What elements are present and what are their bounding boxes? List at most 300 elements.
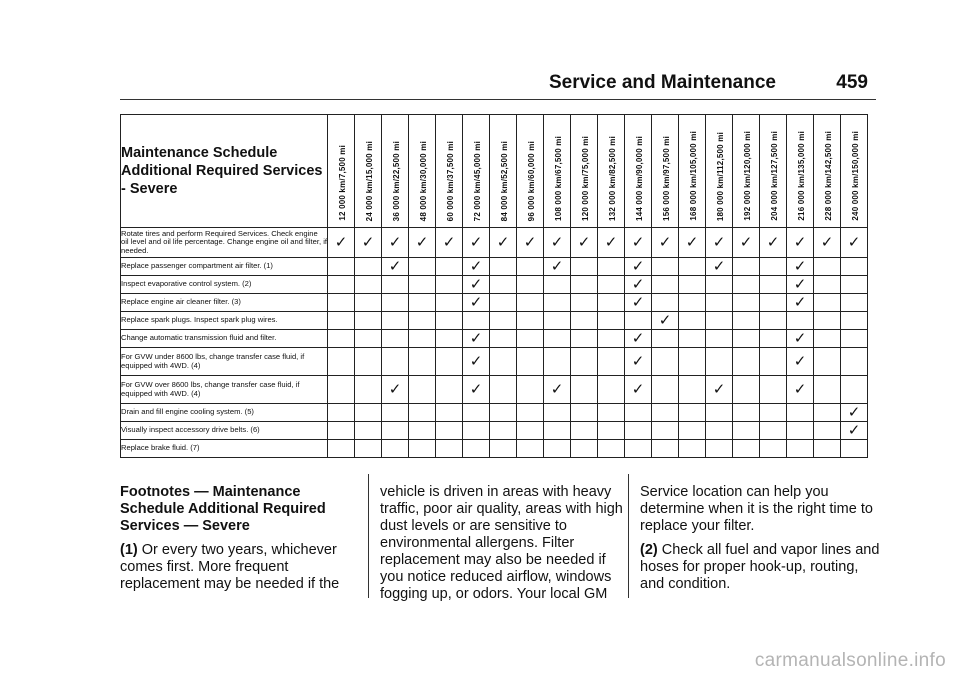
interval-label: 168 000 km/105,000 mi: [688, 131, 698, 221]
empty-cell: [679, 348, 706, 376]
check-mark-icon: ✓: [625, 376, 652, 404]
empty-cell: [517, 312, 544, 330]
interval-label: 60 000 km/37,500 mi: [445, 140, 455, 221]
empty-cell: [517, 258, 544, 276]
table-row: [121, 294, 868, 312]
check-mark-icon: ✓: [436, 228, 463, 258]
empty-cell: [814, 404, 841, 422]
check-mark-icon: ✓: [544, 376, 571, 404]
empty-cell: [382, 294, 409, 312]
empty-cell: [814, 312, 841, 330]
empty-cell: [841, 440, 868, 458]
service-label: Drain and fill engine cooling system. (5): [121, 404, 328, 422]
empty-cell: [382, 312, 409, 330]
service-label: Replace engine air cleaner filter. (3): [121, 294, 328, 312]
check-mark-icon: ✓: [544, 228, 571, 258]
empty-cell: [841, 294, 868, 312]
empty-cell: [355, 330, 382, 348]
interval-label: 12 000 km/7,500 mi: [337, 145, 347, 221]
empty-cell: [652, 376, 679, 404]
empty-cell: [355, 276, 382, 294]
check-mark-icon: ✓: [598, 228, 625, 258]
empty-cell: [760, 294, 787, 312]
empty-cell: [409, 330, 436, 348]
check-mark-icon: ✓: [625, 258, 652, 276]
check-mark-icon: ✓: [787, 376, 814, 404]
empty-cell: [598, 376, 625, 404]
empty-cell: [598, 258, 625, 276]
empty-cell: [652, 440, 679, 458]
interval-header: [355, 115, 382, 228]
empty-cell: [328, 404, 355, 422]
empty-cell: [544, 440, 571, 458]
empty-cell: [760, 422, 787, 440]
empty-cell: [841, 330, 868, 348]
empty-cell: [463, 404, 490, 422]
empty-cell: [760, 276, 787, 294]
interval-label: 108 000 km/67,500 mi: [553, 136, 563, 221]
interval-header: [652, 115, 679, 228]
check-mark-icon: ✓: [841, 422, 868, 440]
empty-cell: [706, 348, 733, 376]
footnotes-column-3: [640, 484, 884, 600]
interval-label: 180 000 km/112,500 mi: [715, 131, 725, 221]
empty-cell: [598, 422, 625, 440]
empty-cell: [652, 330, 679, 348]
check-mark-icon: ✓: [355, 228, 382, 258]
interval-label: 36 000 km/22,500 mi: [391, 140, 401, 221]
empty-cell: [409, 404, 436, 422]
interval-header: [733, 115, 760, 228]
empty-cell: [571, 312, 598, 330]
check-mark-icon: ✓: [760, 228, 787, 258]
empty-cell: [571, 348, 598, 376]
check-mark-icon: ✓: [706, 258, 733, 276]
empty-cell: [463, 312, 490, 330]
empty-cell: [706, 440, 733, 458]
interval-label: 204 000 km/127,500 mi: [769, 131, 779, 221]
empty-cell: [760, 404, 787, 422]
empty-cell: [733, 376, 760, 404]
check-mark-icon: ✓: [544, 258, 571, 276]
empty-cell: [841, 348, 868, 376]
empty-cell: [760, 376, 787, 404]
interval-header: [409, 115, 436, 228]
service-label: Replace spark plugs. Inspect spark plug wires.: [121, 312, 328, 330]
table-row: [121, 258, 868, 276]
empty-cell: [760, 312, 787, 330]
empty-cell: [382, 440, 409, 458]
footnote-text: Or every two years, whichever comes first. More frequent replacement may be needed if the: [120, 542, 340, 592]
empty-cell: [571, 376, 598, 404]
check-mark-icon: ✓: [490, 228, 517, 258]
empty-cell: [733, 276, 760, 294]
empty-cell: [355, 376, 382, 404]
empty-cell: [490, 404, 517, 422]
empty-cell: [760, 440, 787, 458]
empty-cell: [517, 330, 544, 348]
empty-cell: [571, 294, 598, 312]
empty-cell: [436, 376, 463, 404]
table-row: [121, 404, 868, 422]
empty-cell: [679, 312, 706, 330]
section-title: Service and Maintenance: [548, 72, 776, 93]
empty-cell: [409, 312, 436, 330]
interval-label: 144 000 km/90,000 mi: [634, 136, 644, 221]
page-header: [120, 62, 876, 100]
check-mark-icon: ✓: [787, 228, 814, 258]
empty-cell: [733, 312, 760, 330]
empty-cell: [328, 330, 355, 348]
check-mark-icon: ✓: [463, 228, 490, 258]
check-mark-icon: ✓: [787, 330, 814, 348]
check-mark-icon: ✓: [787, 294, 814, 312]
page-number: 459: [836, 72, 868, 93]
table-row: [121, 376, 868, 404]
empty-cell: [436, 276, 463, 294]
empty-cell: [517, 440, 544, 458]
empty-cell: [598, 294, 625, 312]
empty-cell: [328, 376, 355, 404]
footnote-1-continued: Service location can help you determine when it is the right time to replace your filter.: [640, 484, 873, 534]
interval-header: [544, 115, 571, 228]
footnote-1: [120, 542, 364, 593]
check-mark-icon: ✓: [841, 404, 868, 422]
empty-cell: [787, 422, 814, 440]
empty-cell: [409, 294, 436, 312]
empty-cell: [598, 312, 625, 330]
check-mark-icon: ✓: [328, 228, 355, 258]
service-label: Rotate tires and perform Required Services. Check engine oil level and oil life percentage. Change engine oil and filter, if needed.: [121, 228, 328, 258]
empty-cell: [544, 312, 571, 330]
table-title: Maintenance Schedule Additional Required Services - Severe: [121, 115, 328, 228]
footnote-1-continued: vehicle is driven in areas with heavy traffic, poor air quality, areas with high dust levels or are sensitive to environmental allergens. Filter replacement may also be needed if you notice reduced airflow, windows fogging up, or odors. Your local GM: [380, 484, 623, 602]
interval-label: 192 000 km/120,000 mi: [742, 131, 752, 221]
empty-cell: [544, 348, 571, 376]
check-mark-icon: ✓: [787, 348, 814, 376]
check-mark-icon: ✓: [814, 228, 841, 258]
empty-cell: [463, 440, 490, 458]
empty-cell: [490, 258, 517, 276]
empty-cell: [517, 348, 544, 376]
empty-cell: [598, 440, 625, 458]
empty-cell: [409, 376, 436, 404]
interval-label: 120 000 km/75,000 mi: [580, 136, 590, 221]
interval-header: [571, 115, 598, 228]
empty-cell: [814, 422, 841, 440]
empty-cell: [382, 276, 409, 294]
empty-cell: [571, 440, 598, 458]
empty-cell: [436, 294, 463, 312]
empty-cell: [355, 404, 382, 422]
empty-cell: [409, 348, 436, 376]
check-mark-icon: ✓: [787, 258, 814, 276]
check-mark-icon: ✓: [382, 228, 409, 258]
empty-cell: [355, 294, 382, 312]
service-label: Replace passenger compartment air filter. (1): [121, 258, 328, 276]
empty-cell: [787, 312, 814, 330]
empty-cell: [355, 312, 382, 330]
empty-cell: [409, 440, 436, 458]
interval-header: [679, 115, 706, 228]
empty-cell: [652, 348, 679, 376]
empty-cell: [571, 330, 598, 348]
empty-cell: [355, 422, 382, 440]
footnote-number: (2): [640, 542, 658, 558]
empty-cell: [436, 440, 463, 458]
service-label: Change automatic transmission fluid and filter.: [121, 330, 328, 348]
check-mark-icon: ✓: [625, 276, 652, 294]
empty-cell: [652, 258, 679, 276]
empty-cell: [490, 294, 517, 312]
empty-cell: [760, 348, 787, 376]
table-row: [121, 422, 868, 440]
empty-cell: [571, 422, 598, 440]
empty-cell: [841, 376, 868, 404]
service-label: Replace brake fluid. (7): [121, 440, 328, 458]
check-mark-icon: ✓: [733, 228, 760, 258]
empty-cell: [571, 258, 598, 276]
empty-cell: [787, 404, 814, 422]
empty-cell: [652, 422, 679, 440]
table-row: [121, 348, 868, 376]
empty-cell: [328, 312, 355, 330]
empty-cell: [679, 294, 706, 312]
empty-cell: [598, 348, 625, 376]
interval-label: 72 000 km/45,000 mi: [472, 140, 482, 221]
interval-header: [625, 115, 652, 228]
empty-cell: [652, 294, 679, 312]
empty-cell: [733, 330, 760, 348]
empty-cell: [490, 312, 517, 330]
empty-cell: [382, 348, 409, 376]
table-row: [121, 276, 868, 294]
empty-cell: [355, 440, 382, 458]
check-mark-icon: ✓: [625, 330, 652, 348]
empty-cell: [706, 330, 733, 348]
empty-cell: [598, 404, 625, 422]
empty-cell: [841, 276, 868, 294]
check-mark-icon: ✓: [409, 228, 436, 258]
empty-cell: [517, 376, 544, 404]
interval-label: 84 000 km/52,500 mi: [499, 140, 509, 221]
empty-cell: [679, 258, 706, 276]
empty-cell: [490, 330, 517, 348]
empty-cell: [733, 404, 760, 422]
empty-cell: [706, 404, 733, 422]
interval-header: [463, 115, 490, 228]
empty-cell: [490, 422, 517, 440]
empty-cell: [436, 312, 463, 330]
interval-label: 228 000 km/142,500 mi: [823, 131, 833, 221]
interval-header: [841, 115, 868, 228]
empty-cell: [436, 258, 463, 276]
table-row: [121, 312, 868, 330]
footnotes-column-2: [380, 484, 624, 610]
empty-cell: [436, 404, 463, 422]
footnotes-heading: Footnotes — Maintenance Schedule Additional Required Services — Severe: [120, 484, 326, 534]
empty-cell: [814, 294, 841, 312]
empty-cell: [544, 404, 571, 422]
empty-cell: [328, 348, 355, 376]
check-mark-icon: ✓: [463, 276, 490, 294]
empty-cell: [733, 348, 760, 376]
interval-header: [517, 115, 544, 228]
empty-cell: [328, 276, 355, 294]
check-mark-icon: ✓: [463, 376, 490, 404]
service-label: Inspect evaporative control system. (2): [121, 276, 328, 294]
empty-cell: [814, 276, 841, 294]
empty-cell: [625, 422, 652, 440]
empty-cell: [328, 258, 355, 276]
empty-cell: [625, 440, 652, 458]
watermark: carmanualsonline.info: [754, 650, 946, 671]
interval-header: [706, 115, 733, 228]
interval-header: [814, 115, 841, 228]
column-divider: [628, 474, 629, 598]
column-divider: [368, 474, 369, 598]
check-mark-icon: ✓: [463, 258, 490, 276]
empty-cell: [841, 312, 868, 330]
empty-cell: [652, 276, 679, 294]
interval-header: [598, 115, 625, 228]
empty-cell: [787, 440, 814, 458]
maintenance-schedule-table: [120, 114, 868, 458]
empty-cell: [436, 348, 463, 376]
empty-cell: [382, 330, 409, 348]
interval-header: [490, 115, 517, 228]
empty-cell: [841, 258, 868, 276]
empty-cell: [733, 294, 760, 312]
service-label: For GVW over 8600 lbs, change transfer case fluid, if equipped with 4WD. (4): [121, 376, 328, 404]
check-mark-icon: ✓: [463, 294, 490, 312]
empty-cell: [355, 258, 382, 276]
service-label: For GVW under 8600 lbs, change transfer case fluid, if equipped with 4WD. (4): [121, 348, 328, 376]
table-row: [121, 330, 868, 348]
empty-cell: [652, 404, 679, 422]
interval-label: 132 000 km/82,500 mi: [607, 136, 617, 221]
empty-cell: [544, 330, 571, 348]
footnote-2: [640, 542, 884, 593]
interval-label: 156 000 km/97,500 mi: [661, 136, 671, 221]
empty-cell: [517, 404, 544, 422]
empty-cell: [679, 330, 706, 348]
empty-cell: [517, 294, 544, 312]
check-mark-icon: ✓: [625, 294, 652, 312]
check-mark-icon: ✓: [787, 276, 814, 294]
check-mark-icon: ✓: [463, 348, 490, 376]
interval-header: [328, 115, 355, 228]
empty-cell: [679, 440, 706, 458]
empty-cell: [733, 258, 760, 276]
check-mark-icon: ✓: [517, 228, 544, 258]
interval-label: 96 000 km/60,000 mi: [526, 140, 536, 221]
check-mark-icon: ✓: [571, 228, 598, 258]
empty-cell: [706, 312, 733, 330]
check-mark-icon: ✓: [652, 228, 679, 258]
check-mark-icon: ✓: [706, 376, 733, 404]
empty-cell: [328, 422, 355, 440]
empty-cell: [733, 440, 760, 458]
empty-cell: [814, 258, 841, 276]
empty-cell: [517, 276, 544, 294]
interval-header: [436, 115, 463, 228]
empty-cell: [679, 404, 706, 422]
empty-cell: [625, 312, 652, 330]
check-mark-icon: ✓: [625, 228, 652, 258]
empty-cell: [760, 330, 787, 348]
empty-cell: [571, 404, 598, 422]
empty-cell: [679, 376, 706, 404]
empty-cell: [463, 422, 490, 440]
interval-header: [787, 115, 814, 228]
empty-cell: [814, 330, 841, 348]
empty-cell: [706, 422, 733, 440]
interval-header: [382, 115, 409, 228]
check-mark-icon: ✓: [463, 330, 490, 348]
empty-cell: [679, 422, 706, 440]
interval-label: 48 000 km/30,000 mi: [418, 140, 428, 221]
interval-label: 216 000 km/135,000 mi: [796, 131, 806, 221]
empty-cell: [436, 422, 463, 440]
empty-cell: [328, 440, 355, 458]
check-mark-icon: ✓: [382, 376, 409, 404]
empty-cell: [814, 376, 841, 404]
empty-cell: [409, 422, 436, 440]
footnote-text: Check all fuel and vapor lines and hoses for proper hook-up, routing, and condition.: [640, 542, 880, 592]
check-mark-icon: ✓: [382, 258, 409, 276]
empty-cell: [760, 258, 787, 276]
empty-cell: [409, 258, 436, 276]
table-row: [121, 228, 868, 258]
interval-label: 24 000 km/15,000 mi: [364, 140, 374, 221]
empty-cell: [706, 294, 733, 312]
check-mark-icon: ✓: [625, 348, 652, 376]
empty-cell: [490, 376, 517, 404]
empty-cell: [814, 348, 841, 376]
empty-cell: [544, 276, 571, 294]
empty-cell: [328, 294, 355, 312]
check-mark-icon: ✓: [841, 228, 868, 258]
empty-cell: [436, 330, 463, 348]
empty-cell: [706, 276, 733, 294]
footnote-number: (1): [120, 542, 138, 558]
empty-cell: [382, 404, 409, 422]
empty-cell: [355, 348, 382, 376]
table-row: [121, 440, 868, 458]
empty-cell: [490, 348, 517, 376]
empty-cell: [517, 422, 544, 440]
empty-cell: [382, 422, 409, 440]
empty-cell: [490, 276, 517, 294]
check-mark-icon: ✓: [679, 228, 706, 258]
empty-cell: [544, 294, 571, 312]
empty-cell: [625, 404, 652, 422]
check-mark-icon: ✓: [706, 228, 733, 258]
empty-cell: [679, 276, 706, 294]
table-header-row: [121, 115, 868, 228]
empty-cell: [733, 422, 760, 440]
interval-label: 240 000 km/150,000 mi: [850, 131, 860, 221]
empty-cell: [814, 440, 841, 458]
service-label: Visually inspect accessory drive belts. (6): [121, 422, 328, 440]
empty-cell: [571, 276, 598, 294]
footnotes-column-1: [120, 484, 364, 600]
empty-cell: [598, 276, 625, 294]
check-mark-icon: ✓: [652, 312, 679, 330]
empty-cell: [409, 276, 436, 294]
empty-cell: [490, 440, 517, 458]
